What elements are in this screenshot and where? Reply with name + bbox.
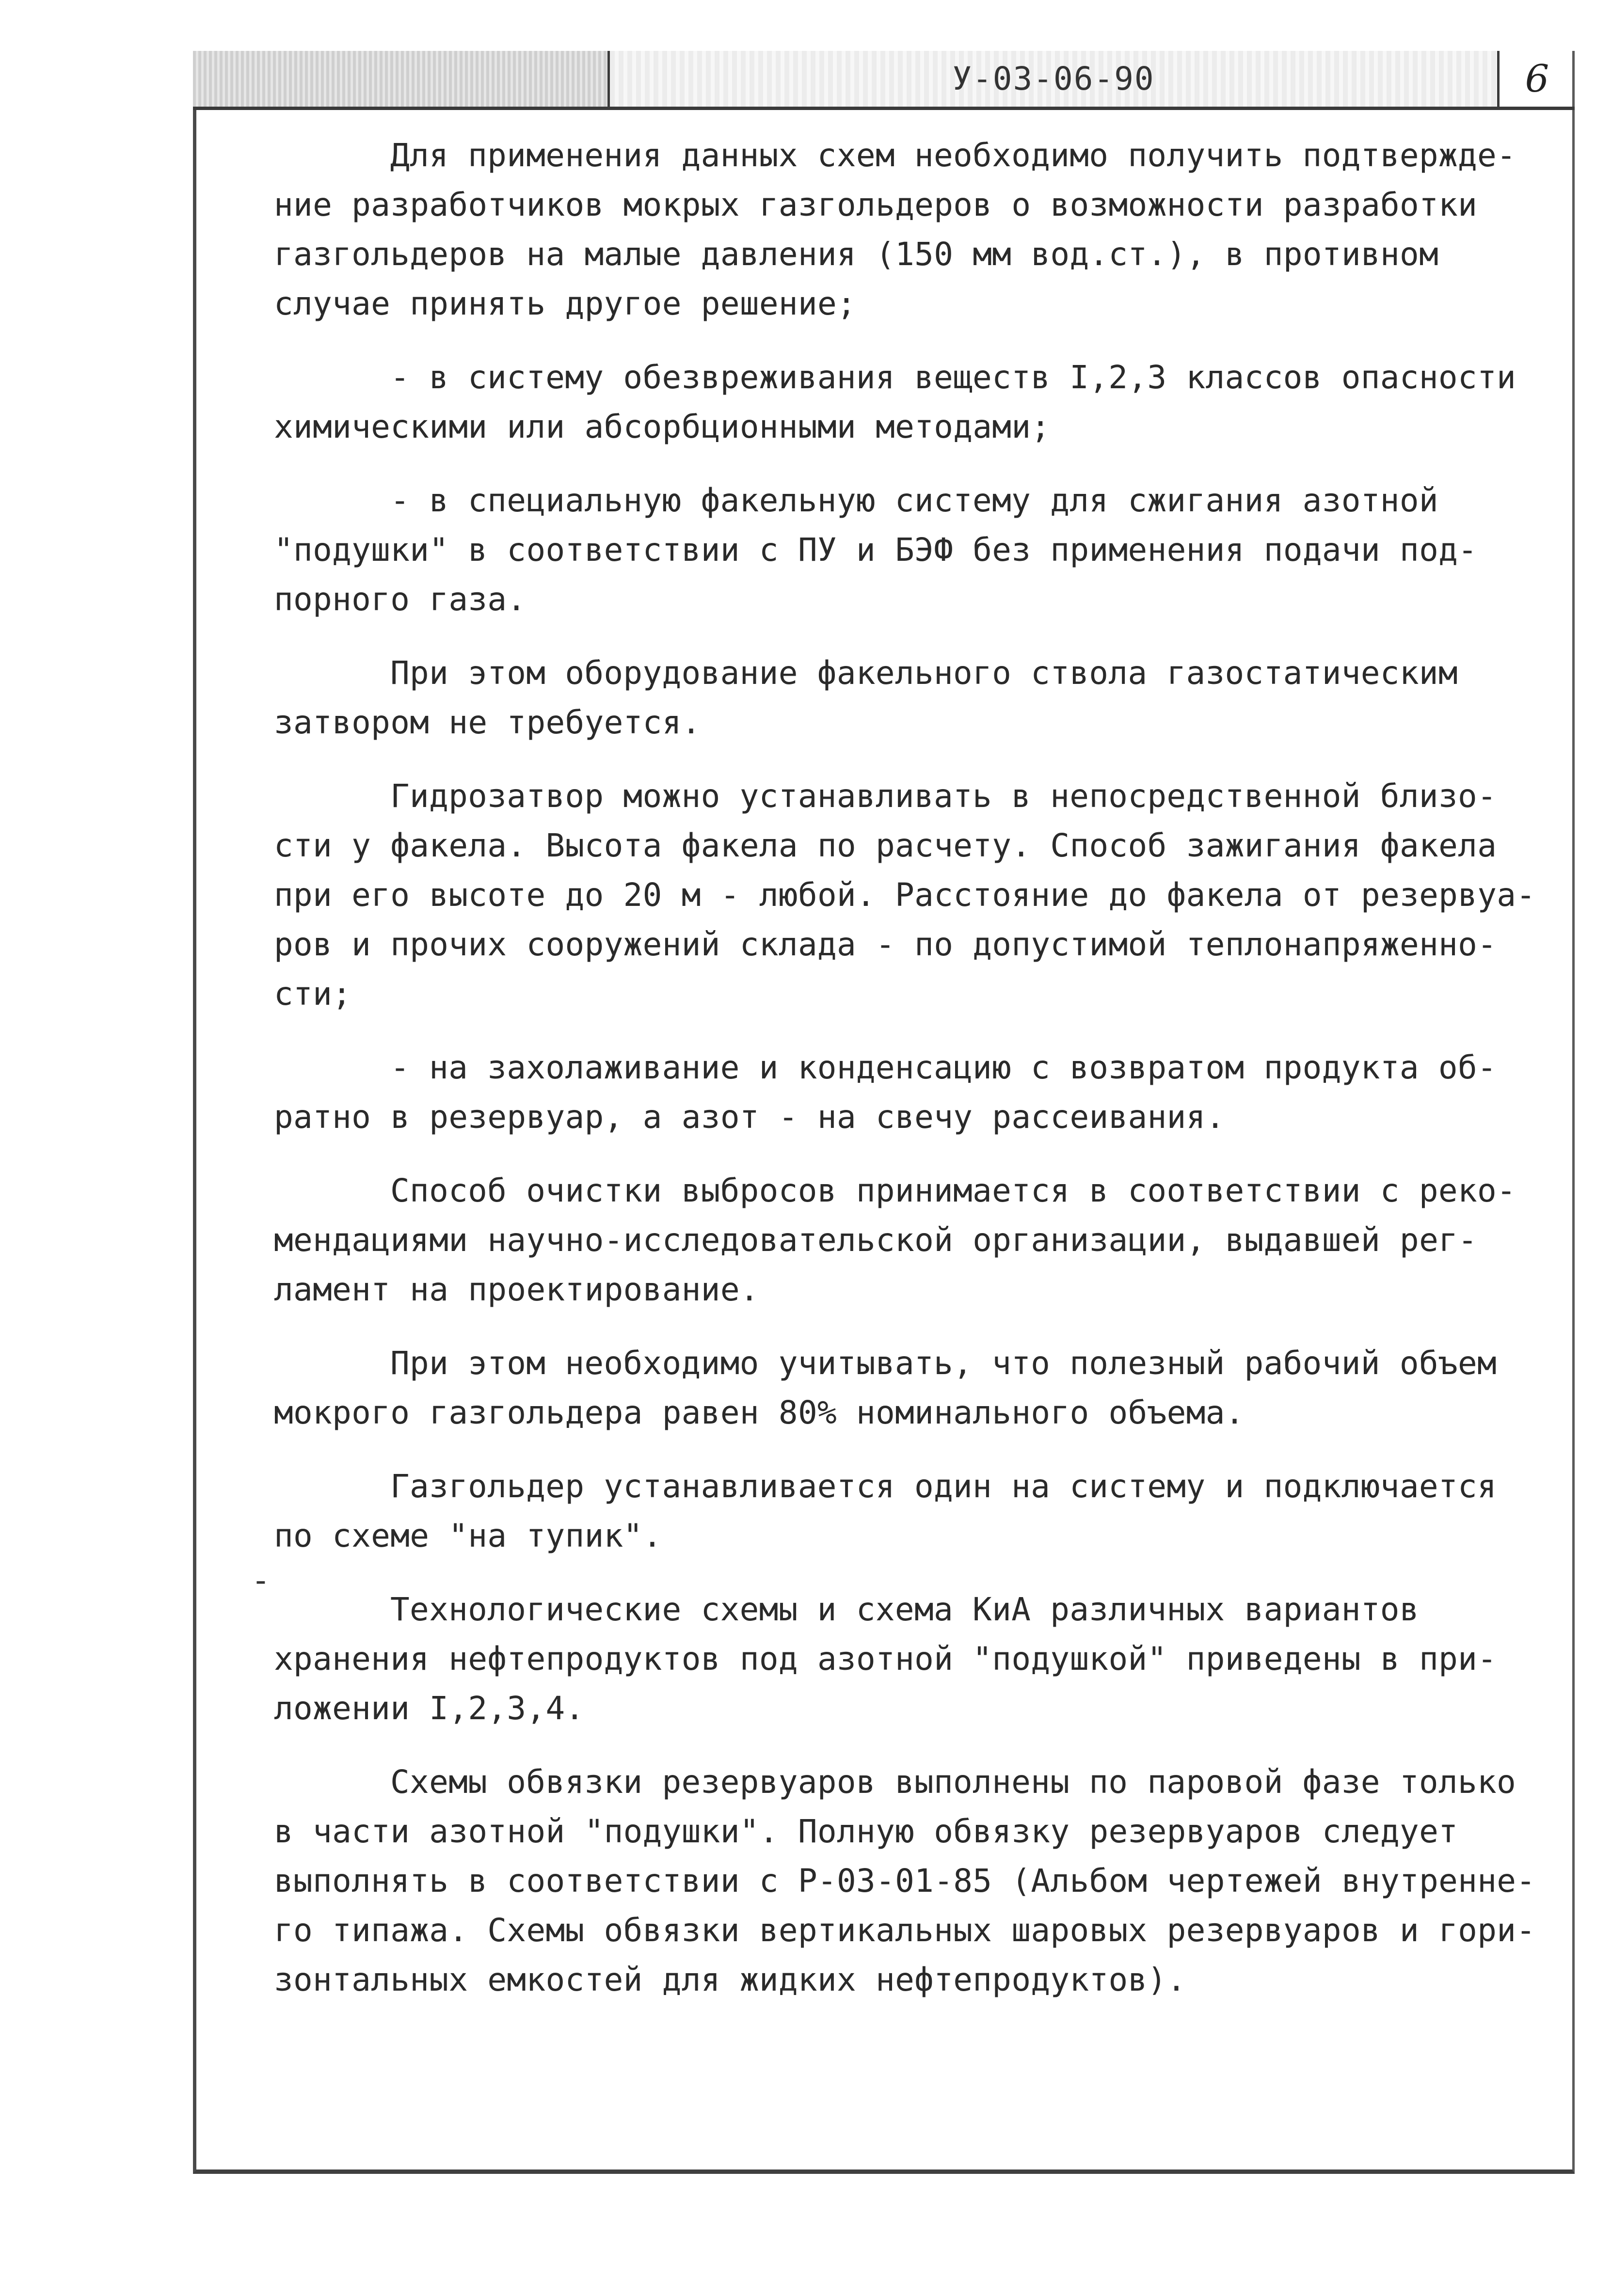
paragraph: Схемы обвязки резервуаров выполнены по паровой фазе только в части азотной "подушки". Полную обвязку резервуаров следует выполнять в соответствии с Р-03-01-85 (Альбом чертежей внутренне- го типажа. Схемы обвязки вертикальных шаровых резервуаров и гори- зонтальных емкостей для жидких нефтепродуктов). bbox=[274, 1763, 1536, 1998]
paragraph: При этом необходимо учитывать, что полезный рабочий объем мокрого газгольдера равен 80% номинального объема. bbox=[274, 1345, 1497, 1431]
paragraph: - в специальную факельную систему для сжигания азотной "подушки" в соответствии с ПУ и БЭФ без применения подачи под- порного газа. bbox=[274, 482, 1478, 618]
margin-mark: - bbox=[251, 1562, 271, 1599]
paragraph: Технологические схемы и схема КиА различных вариантов хранения нефтепродуктов под азотной "подушкой" приведены в при- ложении I,2,3,4. bbox=[274, 1591, 1497, 1727]
paragraph: При этом оборудование факельного ствола газостатическим затвором не требуется. bbox=[274, 654, 1458, 741]
page-number: 6 bbox=[1525, 57, 1549, 101]
title-block bbox=[193, 51, 1575, 110]
paragraph: Для применения данных схем необходимо получить подтвержде- ние разработчиков мокрых газгольдеров о возможности разработки газгольдеров на малые давления (150 мм вод.ст.), в противном случае принять другое решение; bbox=[274, 137, 1516, 322]
paragraph: Газгольдер устанавливается один на систему и подключается по схеме "на тупик". bbox=[274, 1468, 1497, 1554]
document-code: У-03-06-90 bbox=[610, 51, 1500, 107]
paragraph: - в систему обезвреживания веществ I,2,3 классов опасности химическими или абсорбционными методами; bbox=[274, 359, 1516, 445]
document-body bbox=[274, 131, 1544, 2029]
paragraph: Гидрозатвор можно устанавливать в непосредственной близо- сти у факела. Высота факела по расчету. Способ зажигания факела при его высоте до 20 м - любой. Расстояние до факела от резервуа- ров и прочих сооружений склада - по допустимой теплонапряженно- сти; bbox=[274, 777, 1536, 1013]
paragraph: - на захолаживание и конденсацию с возвратом продукта об- ратно в резервуар, а азот - на свечу рассеивания. bbox=[274, 1049, 1497, 1136]
paragraph: Способ очистки выбросов принимается в соответствии с реко- мендациями научно-исследовательской организации, выдавшей рег- ламент на проектирование. bbox=[274, 1172, 1516, 1308]
title-block-hatched-cell bbox=[193, 51, 610, 107]
